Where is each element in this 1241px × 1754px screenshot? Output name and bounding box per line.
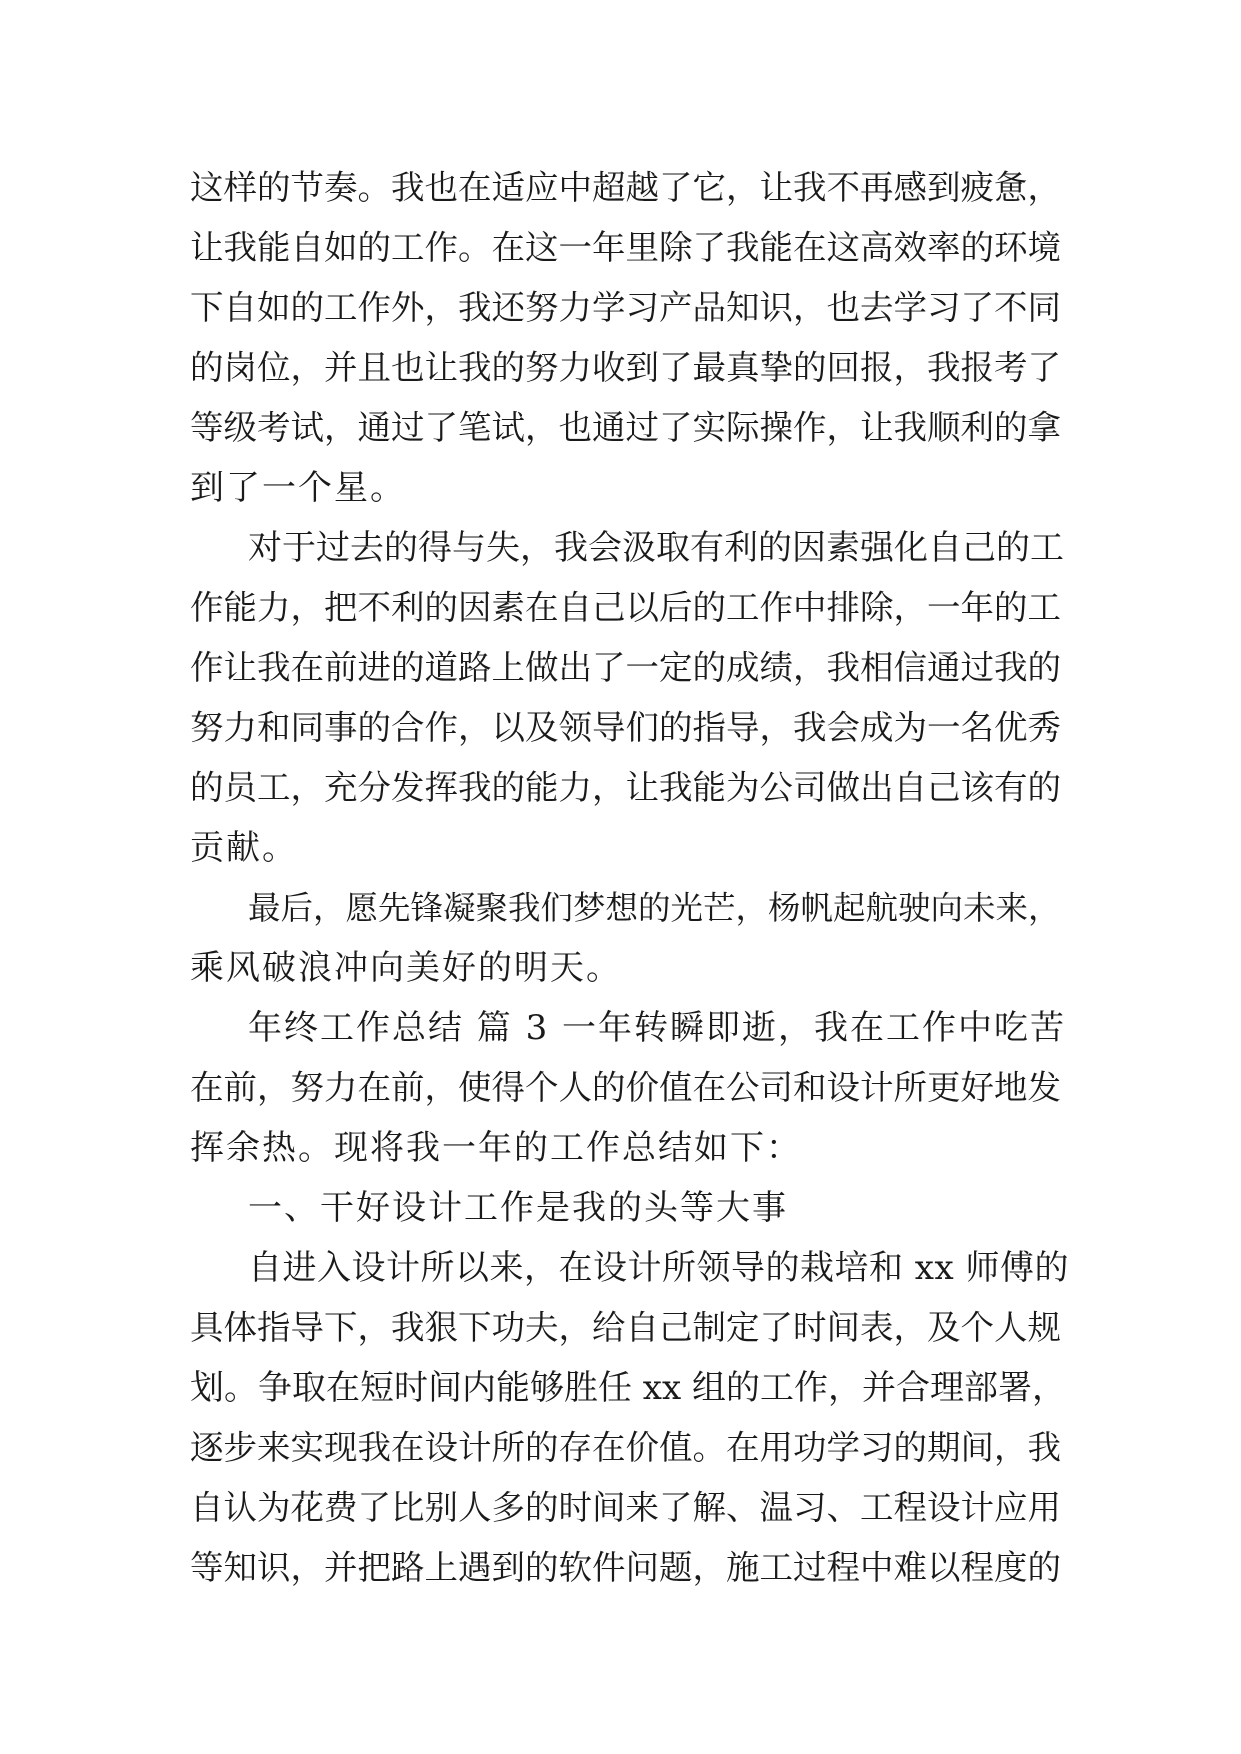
text-line: 对于过去的得与失，我会汲取有利的因素强化自己的工 [248,528,1064,568]
text-line: 在前，努力在前，使得个人的价值在公司和设计所更好地发 [190,1068,1061,1107]
text-line: 划。争取在短时间内能够胜任 xx 组的工作，并合理部署， [190,1368,1066,1408]
text-line: 挥余热。现将我一年的工作总结如下： [190,1128,802,1168]
text-line: 乘风破浪冲向美好的明天。 [190,948,622,988]
text-line: 年终工作总结 篇 3 一年转瞬即逝，我在工作中吃苦 [248,1008,1067,1048]
body-text [190,158,1070,1598]
text-line: 让我能自如的工作。在这一年里除了我能在这高效率的环境 [190,228,1061,267]
text-line: 的岗位，并且也让我的努力收到了最真挚的回报，我报考了 [190,348,1061,387]
text-line: 自认为花费了比别人多的时间来了解、温习、工程设计应用 [190,1488,1061,1527]
text-line: 作能力，把不利的因素在自己以后的工作中排除，一年的工 [190,588,1061,627]
text-line: 等知识，并把路上遇到的软件问题，施工过程中难以程度的 [190,1548,1061,1587]
text-line: 具体指导下，我狠下功夫，给自己制定了时间表，及个人规 [190,1308,1061,1347]
text-line: 到了一个星。 [190,468,406,508]
text-line: 自进入设计所以来，在设计所领导的栽培和 xx 师傅的 [248,1248,1069,1288]
text-line: 最后，愿先锋凝聚我们梦想的光芒，杨帆起航驶向未来， [248,889,1061,927]
text-line: 一、干好设计工作是我的头等大事 [248,1188,788,1228]
text-line: 逐步来实现我在设计所的存在价值。在用功学习的期间，我 [190,1428,1061,1467]
text-line: 这样的节奏。我也在适应中超越了它，让我不再感到疲惫， [190,168,1061,207]
text-line: 等级考试，通过了笔试，也通过了实际操作，让我顺利的拿 [190,408,1061,447]
text-line: 努力和同事的合作，以及领导们的指导，我会成为一名优秀 [190,708,1061,747]
text-line: 下自如的工作外，我还努力学习产品知识，也去学习了不同 [190,288,1061,327]
text-line: 贡献。 [190,828,298,868]
text-line: 的员工，充分发挥我的能力，让我能为公司做出自己该有的 [190,768,1061,807]
text-line: 作让我在前进的道路上做出了一定的成绩，我相信通过我的 [190,648,1061,687]
